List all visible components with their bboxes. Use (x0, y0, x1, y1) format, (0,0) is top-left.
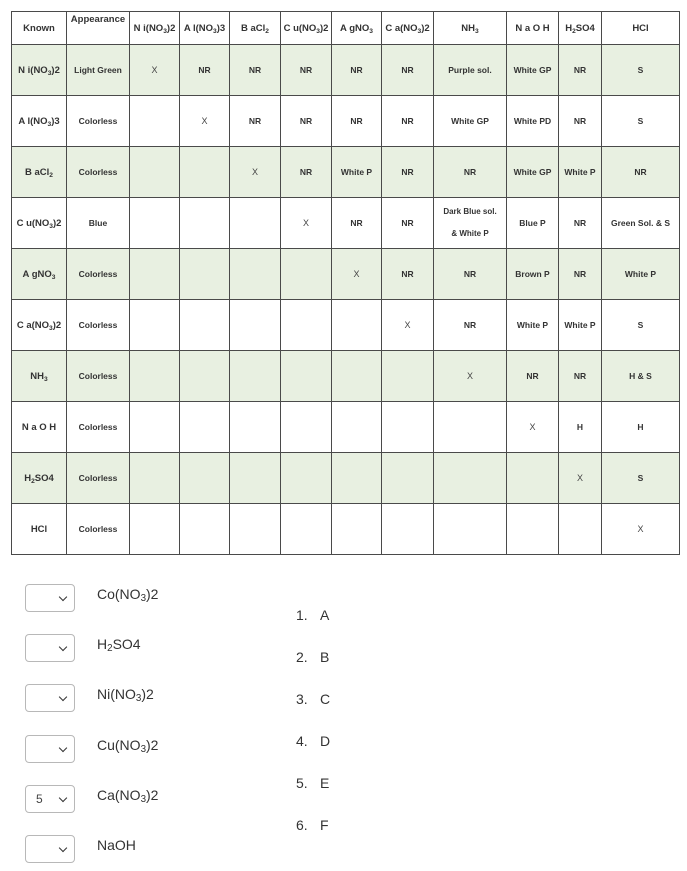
option-item: 5. E (296, 775, 330, 791)
compound-label: $H_2SO4$ (97, 636, 141, 654)
row-appearance: Blue (67, 198, 130, 249)
table-cell (230, 402, 281, 453)
option-item: 2. B (296, 649, 330, 665)
option-item: 6. F (296, 817, 329, 833)
table-cell: H (559, 402, 602, 453)
table-cell (130, 96, 180, 147)
table-cell (332, 351, 382, 402)
table-cell: NR (281, 45, 332, 96)
table-cell (281, 249, 332, 300)
table-cell: S (602, 300, 680, 351)
table-cell (180, 504, 230, 555)
row-known: N a O H (12, 402, 67, 453)
row-known: HCl (12, 504, 67, 555)
table-row (12, 96, 680, 147)
row-known: $NH_3$ (12, 351, 67, 402)
table-row (12, 453, 680, 504)
row-appearance: Light Green (67, 45, 130, 96)
table-cell: NR (382, 249, 434, 300)
table-cell: X (230, 147, 281, 198)
header-nh3: $NH_3$ (434, 12, 507, 45)
row-known: C $a(NO_3)2$ (12, 300, 67, 351)
table-cell (130, 453, 180, 504)
table-cell: NR (281, 147, 332, 198)
table-row (12, 402, 680, 453)
table-cell: NR (434, 147, 507, 198)
chevron-down-icon (59, 643, 67, 651)
table-cell (332, 300, 382, 351)
table-cell (130, 351, 180, 402)
table-cell (180, 402, 230, 453)
table-cell: White GP (507, 147, 559, 198)
table-cell (180, 249, 230, 300)
table-cell (434, 453, 507, 504)
header-agno3: A gNO$_3$ (332, 12, 382, 45)
row-known: $H_2SO4$ (12, 453, 67, 504)
table-cell (507, 453, 559, 504)
answer-dropdown[interactable] (25, 785, 75, 813)
table-cell (332, 402, 382, 453)
table-cell: S (602, 45, 680, 96)
table-row (12, 45, 680, 96)
table-cell (382, 504, 434, 555)
table-cell (281, 351, 332, 402)
compound-label: $Ni(NO_3)2$ (97, 686, 154, 704)
answer-dropdown[interactable] (25, 634, 75, 662)
table-cell: NR (230, 96, 281, 147)
table-cell: NR (434, 300, 507, 351)
table-cell (230, 453, 281, 504)
table-cell: NR (434, 249, 507, 300)
row-appearance: Colorless (67, 249, 130, 300)
row-known: N $i(NO_3)2$ (12, 45, 67, 96)
header-cuno3: C $u(NO_3)2$ (281, 12, 332, 45)
compound-label: $Co(NO_3)2$ (97, 586, 159, 604)
table-row (12, 300, 680, 351)
compound-label: $Ca(NO_3)2$ (97, 787, 159, 805)
table-cell: White GP (434, 96, 507, 147)
header-hcl: HCl (602, 12, 680, 45)
table-cell: X (382, 300, 434, 351)
table-cell: NR (281, 96, 332, 147)
table-cell: X (602, 504, 680, 555)
row-appearance: Colorless (67, 147, 130, 198)
table-cell (434, 402, 507, 453)
chevron-down-icon (59, 593, 67, 601)
table-cell: NR (332, 198, 382, 249)
table-cell: Brown P (507, 249, 559, 300)
table-row (12, 147, 680, 198)
table-cell: Dark Blue sol. & White P (434, 198, 507, 249)
row-appearance: Colorless (67, 504, 130, 555)
table-cell: NR (559, 249, 602, 300)
header-known: Known (12, 12, 67, 45)
table-cell: NR (382, 45, 434, 96)
chevron-down-icon (59, 744, 67, 752)
table-row (12, 351, 680, 402)
table-cell (230, 249, 281, 300)
table-cell: Purple sol. (434, 45, 507, 96)
table-cell (230, 198, 281, 249)
header-h2so4: $H_2SO4$ (559, 12, 602, 45)
table-cell: White P (602, 249, 680, 300)
option-item: 4. D (296, 733, 331, 749)
table-cell (130, 300, 180, 351)
table-cell: White P (332, 147, 382, 198)
table-cell: NR (602, 147, 680, 198)
table-cell: X (130, 45, 180, 96)
table-cell (130, 198, 180, 249)
table-cell (382, 351, 434, 402)
table-cell (281, 504, 332, 555)
answer-dropdown[interactable] (25, 735, 75, 763)
table-cell: S (602, 96, 680, 147)
table-cell: Blue P (507, 198, 559, 249)
table-cell: X (180, 96, 230, 147)
table-cell: X (559, 453, 602, 504)
header-alno3: A $l(NO_3)3$ (180, 12, 230, 45)
table-cell: NR (507, 351, 559, 402)
table-cell (281, 453, 332, 504)
table-cell: White P (559, 147, 602, 198)
table-row (12, 504, 680, 555)
table-cell: S (602, 453, 680, 504)
table-cell: X (507, 402, 559, 453)
table-cell: NR (230, 45, 281, 96)
table-cell (130, 249, 180, 300)
header-naoh: N a O H (507, 12, 559, 45)
table-cell (130, 147, 180, 198)
row-known: B aCl$_2$ (12, 147, 67, 198)
chevron-down-icon (59, 794, 67, 802)
row-known: C $u(NO_3)2$ (12, 198, 67, 249)
table-cell: NR (382, 198, 434, 249)
row-appearance: Colorless (67, 402, 130, 453)
header-appearance: Appearance (67, 12, 130, 45)
table-cell: NR (382, 147, 434, 198)
table-row (12, 249, 680, 300)
table-cell (507, 504, 559, 555)
chevron-down-icon (59, 693, 67, 701)
table-body (12, 45, 680, 555)
answer-dropdown[interactable] (25, 835, 75, 863)
row-appearance: Colorless (67, 96, 130, 147)
chevron-down-icon (59, 844, 67, 852)
table-cell: H & S (602, 351, 680, 402)
table-cell (230, 300, 281, 351)
table-cell (434, 504, 507, 555)
table-cell: White P (507, 300, 559, 351)
table-cell: NR (382, 96, 434, 147)
row-appearance: Colorless (67, 351, 130, 402)
table-cell (559, 504, 602, 555)
table-cell (281, 300, 332, 351)
table-cell: NR (332, 45, 382, 96)
table-cell (382, 402, 434, 453)
row-appearance: Colorless (67, 453, 130, 504)
table-cell: White GP (507, 45, 559, 96)
header-bacl2: B aCl$_2$ (230, 12, 281, 45)
compound-label: $Cu(NO_3)2$ (97, 737, 159, 755)
answer-dropdown[interactable] (25, 584, 75, 612)
table-cell (180, 351, 230, 402)
table-cell: NR (559, 96, 602, 147)
table-cell (180, 198, 230, 249)
row-appearance: Colorless (67, 300, 130, 351)
table-cell: X (434, 351, 507, 402)
header-row (12, 12, 680, 45)
table-cell: NR (180, 45, 230, 96)
table-cell: H (602, 402, 680, 453)
table-row (12, 198, 680, 249)
table-cell: NR (559, 198, 602, 249)
table-cell (130, 402, 180, 453)
answer-dropdown[interactable] (25, 684, 75, 712)
table-cell: Green Sol. & S (602, 198, 680, 249)
table-cell (332, 504, 382, 555)
table-cell (180, 453, 230, 504)
table-cell (382, 453, 434, 504)
option-item: 1. A (296, 607, 330, 623)
table-cell: White PD (507, 96, 559, 147)
table-cell (230, 351, 281, 402)
table-cell (180, 300, 230, 351)
table-cell: White P (559, 300, 602, 351)
option-item: 3. C (296, 691, 331, 707)
table-cell (180, 147, 230, 198)
dropdown-value: 5 (36, 792, 43, 806)
table-cell (281, 402, 332, 453)
reaction-table (11, 11, 680, 555)
row-known: A $l(NO_3)3$ (12, 96, 67, 147)
row-known: A gNO$_3$ (12, 249, 67, 300)
table-cell: NR (559, 45, 602, 96)
table-cell: X (281, 198, 332, 249)
table-cell: NR (559, 351, 602, 402)
compound-label: NaOH (97, 837, 136, 853)
table-cell: NR (332, 96, 382, 147)
table-cell (130, 504, 180, 555)
header-cano3: C $a(NO_3)2$ (382, 12, 434, 45)
table-cell (230, 504, 281, 555)
table-cell (332, 453, 382, 504)
header-nino3: N $i(NO_3)2$ (130, 12, 180, 45)
table-cell: X (332, 249, 382, 300)
